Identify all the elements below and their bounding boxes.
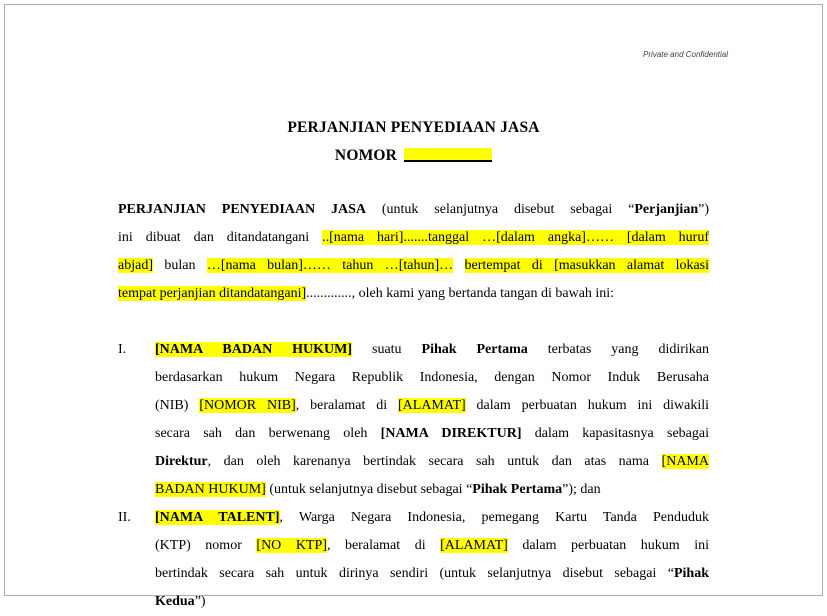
text-segment: ”); dan [562, 482, 601, 497]
placeholder-highlight: tempat perjanjian ditandatangani] [118, 286, 307, 301]
placeholder-highlight: BADAN HUKUM] [155, 482, 266, 497]
text-segment: ”) [698, 202, 709, 217]
preamble-paragraph [118, 196, 709, 308]
text-line [155, 560, 709, 588]
placeholder-highlight: [NAMA TALENT] [155, 510, 280, 525]
text-line [155, 420, 709, 448]
text-segment: (untuk selanjutnya disebut sebagai “ [265, 482, 473, 497]
text-line [118, 252, 709, 280]
title-line: PERJANJIAN PENYEDIAAN JASA [287, 119, 540, 136]
party-item-1 [118, 336, 709, 504]
placeholder-highlight: [NOMOR NIB] [199, 398, 296, 413]
text-segment: (KTP) nomor [155, 538, 257, 553]
placeholder-highlight: [NAMA BADAN HUKUM] [155, 342, 353, 357]
text-segment: dalam perbuatan hukum ini [507, 538, 709, 553]
text-segment: , Warga Negara Indonesia, pemegang Kartu Tanda Penduduk [279, 510, 709, 525]
nomor-label: NOMOR [334, 146, 398, 164]
text-segment: , beralamat di [295, 398, 398, 413]
placeholder-highlight: bertempat di [masukkan alamat lokasi [464, 258, 710, 273]
text-segment: , beralamat di [326, 538, 441, 553]
text-line [155, 532, 709, 560]
text-segment: , dan oleh karenanya bertindak secara sah untuk dan atas nama [207, 454, 662, 469]
placeholder-highlight: [NO KTP] [256, 538, 327, 553]
text-line [155, 392, 709, 420]
text-segment: PERJANJIAN PENYEDIAAN JASA [118, 202, 366, 217]
text-segment: Pihak Pertama [421, 342, 528, 357]
document-title [0, 114, 827, 169]
text-segment: dalam kapasitasnya sebagai [521, 426, 710, 441]
text-segment: Direktur [155, 454, 208, 469]
nomor-blank-highlight [404, 148, 492, 162]
text-segment: Perjanjian [634, 202, 699, 217]
confidential-note: Private and Confidential [643, 50, 728, 59]
party-item-2 [118, 504, 709, 616]
placeholder-highlight: [NAMA [661, 454, 709, 469]
text-line [155, 476, 709, 504]
text-segment: bertindak secara sah untuk dirinya sendiri (untuk selanjutnya disebut sebagai “ [155, 566, 674, 581]
text-line [155, 448, 709, 476]
document-body [118, 196, 709, 616]
text-line [155, 588, 709, 616]
text-segment: secara sah dan berwenang oleh [155, 426, 381, 441]
text-segment: Pihak [673, 566, 709, 581]
text-segment: suatu [352, 342, 422, 357]
nomor-line [0, 142, 827, 170]
text-segment: terbatas yang didirikan [527, 342, 709, 357]
placeholder-highlight: [ALAMAT] [440, 538, 508, 553]
placeholder-highlight: …[nama bulan]…… tahun …[tahun]… [206, 258, 454, 273]
text-segment: (NIB) [155, 398, 200, 413]
text-segment: bulan [152, 258, 207, 273]
list-marker: II. [118, 510, 131, 525]
text-segment: dalam perbuatan hukum ini diwakili [465, 398, 710, 413]
text-segment: ............., oleh kami yang bertanda tangan di bawah ini: [306, 286, 615, 301]
text-segment [453, 258, 464, 273]
text-line [118, 224, 709, 252]
text-segment: ini dibuat dan ditandatangani [118, 230, 323, 245]
text-line [118, 196, 709, 224]
placeholder-highlight: abjad] [118, 258, 153, 273]
text-segment: Kedua [155, 594, 195, 609]
text-segment: ”) [194, 594, 206, 609]
placeholder-highlight: [ALAMAT] [398, 398, 466, 413]
text-segment: berdasarkan hukum Negara Republik Indonesia, dengan Nomor Induk Berusaha [155, 370, 709, 385]
text-line [155, 504, 709, 532]
placeholder-highlight: ..[nama hari].......tanggal …[dalam angka]…… [dalam huruf [322, 230, 709, 245]
text-segment: [NAMA DIREKTUR] [380, 426, 522, 441]
text-line [155, 364, 709, 392]
text-segment: (untuk selanjutnya disebut sebagai “ [366, 202, 635, 217]
list-marker: I. [118, 342, 127, 357]
text-segment: Pihak Pertama [472, 482, 563, 497]
text-line [155, 336, 709, 364]
text-line [118, 280, 709, 308]
